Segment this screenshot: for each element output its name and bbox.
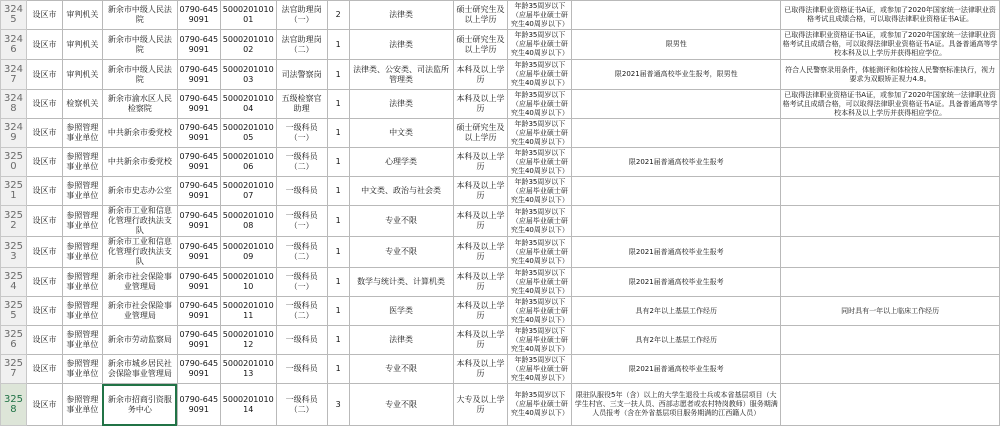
remarks[interactable]: 已取得法律职业资格证书A证，或参加了2020年国家统一法律职业资格考试且成绩合格，可以取得法律职业资格证书A证。具备普通高等学校本科及以上学历并获得相应学位。 — [781, 90, 1000, 119]
employer[interactable]: 新余市劳动监察局 — [102, 326, 177, 355]
other-conditions[interactable] — [572, 90, 781, 119]
row-number[interactable]: 3254 — [1, 268, 27, 297]
headcount[interactable]: 1 — [327, 148, 349, 177]
other-conditions[interactable]: 限男性 — [572, 30, 781, 60]
row-number[interactable]: 3249 — [1, 119, 27, 148]
major[interactable]: 法律类 — [349, 1, 453, 30]
remarks[interactable] — [781, 206, 1000, 237]
major[interactable]: 专业不限 — [349, 206, 453, 237]
employer[interactable]: 新余市渝水区人民检察院 — [102, 90, 177, 119]
headcount[interactable]: 1 — [327, 119, 349, 148]
age-requirement[interactable]: 年龄35周岁以下（应届毕业硕士研究生40周岁以下） — [508, 60, 572, 90]
employer[interactable]: 新余市工业和信息化管理行政执法支队 — [102, 237, 177, 268]
employer[interactable]: 新余市社会保险事业管理局 — [102, 268, 177, 297]
table-row[interactable] — [1, 119, 1000, 148]
department-type[interactable]: 参照管理事业单位 — [62, 355, 102, 384]
department-type[interactable]: 审判机关 — [62, 30, 102, 60]
row-number[interactable]: 3253 — [1, 237, 27, 268]
age-requirement[interactable]: 年龄35周岁以下（应届毕业硕士研究生40周岁以下） — [508, 1, 572, 30]
other-conditions[interactable]: 限2021届普通高校毕业生报考 — [572, 148, 781, 177]
region-level[interactable]: 设区市 — [26, 355, 62, 384]
employer[interactable]: 新余市史志办公室 — [102, 177, 177, 206]
table-row[interactable] — [1, 90, 1000, 119]
department-type[interactable]: 参照管理事业单位 — [62, 237, 102, 268]
headcount[interactable]: 1 — [327, 326, 349, 355]
headcount[interactable]: 3 — [327, 384, 349, 426]
region-level[interactable]: 设区市 — [26, 148, 62, 177]
row-number[interactable]: 3246 — [1, 30, 27, 60]
major[interactable]: 专业不限 — [349, 355, 453, 384]
position-code[interactable]: 500020101006 — [220, 148, 276, 177]
education[interactable]: 本科及以上学历 — [453, 90, 508, 119]
phone[interactable]: 0790-6459091 — [177, 355, 220, 384]
department-type[interactable]: 参照管理事业单位 — [62, 119, 102, 148]
education[interactable]: 本科及以上学历 — [453, 326, 508, 355]
position-name[interactable]: 一级科员（二） — [276, 148, 327, 177]
phone[interactable]: 0790-6459091 — [177, 326, 220, 355]
position-name[interactable]: 一级科员 — [276, 326, 327, 355]
department-type[interactable]: 审判机关 — [62, 60, 102, 90]
row-number[interactable]: 3245 — [1, 1, 27, 30]
headcount[interactable]: 1 — [327, 297, 349, 326]
education[interactable]: 本科及以上学历 — [453, 237, 508, 268]
table-row[interactable] — [1, 30, 1000, 60]
position-code[interactable]: 500020101013 — [220, 355, 276, 384]
age-requirement[interactable]: 年龄35周岁以下（应届毕业硕士研究生40周岁以下） — [508, 237, 572, 268]
department-type[interactable]: 参照管理事业单位 — [62, 326, 102, 355]
headcount[interactable]: 1 — [327, 237, 349, 268]
major[interactable]: 法律类、公安类、司法监所管理类 — [349, 60, 453, 90]
position-name[interactable]: 法官助理岗（一） — [276, 1, 327, 30]
other-conditions[interactable] — [572, 206, 781, 237]
region-level[interactable]: 设区市 — [26, 326, 62, 355]
position-name[interactable]: 一级科员（二） — [276, 237, 327, 268]
age-requirement[interactable]: 年龄35周岁以下（应届毕业硕士研究生40周岁以下） — [508, 268, 572, 297]
table-row[interactable] — [1, 268, 1000, 297]
age-requirement[interactable]: 年龄35周岁以下（应届毕业硕士研究生40周岁以下） — [508, 355, 572, 384]
position-code[interactable]: 500020101009 — [220, 237, 276, 268]
region-level[interactable]: 设区市 — [26, 90, 62, 119]
department-type[interactable]: 参照管理事业单位 — [62, 384, 102, 426]
row-number[interactable]: 3257 — [1, 355, 27, 384]
table-row[interactable] — [1, 148, 1000, 177]
table-row[interactable] — [1, 297, 1000, 326]
other-conditions[interactable]: 具有2年以上基层工作经历 — [572, 297, 781, 326]
region-level[interactable]: 设区市 — [26, 237, 62, 268]
education[interactable]: 硕士研究生及以上学历 — [453, 119, 508, 148]
age-requirement[interactable]: 年龄35周岁以下（应届毕业硕士研究生40周岁以下） — [508, 90, 572, 119]
department-type[interactable]: 参照管理事业单位 — [62, 177, 102, 206]
major[interactable]: 专业不限 — [349, 237, 453, 268]
other-conditions[interactable] — [572, 177, 781, 206]
age-requirement[interactable]: 年龄35周岁以下（应届毕业硕士研究生40周岁以下） — [508, 148, 572, 177]
major[interactable]: 心理学类 — [349, 148, 453, 177]
row-number[interactable]: 3256 — [1, 326, 27, 355]
table-row[interactable] — [1, 326, 1000, 355]
education[interactable]: 本科及以上学历 — [453, 206, 508, 237]
phone[interactable]: 0790-6459091 — [177, 148, 220, 177]
region-level[interactable]: 设区市 — [26, 384, 62, 426]
headcount[interactable]: 2 — [327, 1, 349, 30]
remarks[interactable] — [781, 268, 1000, 297]
table-row[interactable] — [1, 60, 1000, 90]
education[interactable]: 本科及以上学历 — [453, 355, 508, 384]
position-name[interactable]: 一级科员 — [276, 177, 327, 206]
row-number[interactable]: 3250 — [1, 148, 27, 177]
phone[interactable]: 0790-6459091 — [177, 60, 220, 90]
row-number[interactable]: 3248 — [1, 90, 27, 119]
position-code[interactable]: 500020101007 — [220, 177, 276, 206]
education[interactable]: 本科及以上学历 — [453, 177, 508, 206]
other-conditions[interactable]: 具有2年以上基层工作经历 — [572, 326, 781, 355]
position-name[interactable]: 一级科员（一） — [276, 119, 327, 148]
employer[interactable]: 新余市城乡居民社会保险事业管理局 — [102, 355, 177, 384]
position-name[interactable]: 一级科员（二） — [276, 384, 327, 426]
position-name[interactable]: 一级科员（二） — [276, 297, 327, 326]
remarks[interactable] — [781, 148, 1000, 177]
education[interactable]: 本科及以上学历 — [453, 297, 508, 326]
phone[interactable]: 0790-6459091 — [177, 237, 220, 268]
major[interactable]: 法律类 — [349, 326, 453, 355]
other-conditions[interactable] — [572, 119, 781, 148]
region-level[interactable]: 设区市 — [26, 206, 62, 237]
other-conditions[interactable]: 限2021届普通高校毕业生报考 — [572, 268, 781, 297]
table-row[interactable] — [1, 1, 1000, 30]
education[interactable]: 本科及以上学历 — [453, 148, 508, 177]
other-conditions[interactable]: 限2021届普通高校毕业生报考，限男性 — [572, 60, 781, 90]
phone[interactable]: 0790-6459091 — [177, 119, 220, 148]
region-level[interactable]: 设区市 — [26, 1, 62, 30]
position-code[interactable]: 500020101014 — [220, 384, 276, 426]
phone[interactable]: 0790-6459091 — [177, 297, 220, 326]
table-row[interactable] — [1, 177, 1000, 206]
remarks[interactable]: 符合人民警察录用条件，体能测评和体检按人民警察标准执行，视力要求为双眼矫正视力4.8。 — [781, 60, 1000, 90]
remarks[interactable]: 已取得法律职业资格证书A证，或参加了2020年国家统一法律职业资格考试且成绩合格，可以取得法律职业资格证书A证。具备普通高等学校本科及以上学历并获得相应学位。 — [781, 30, 1000, 60]
department-type[interactable]: 参照管理事业单位 — [62, 297, 102, 326]
employer[interactable]: 新余市招商引资服务中心 — [102, 384, 177, 426]
position-name[interactable]: 司法警察岗 — [276, 60, 327, 90]
employer[interactable]: 新余市社会保险事业管理局 — [102, 297, 177, 326]
phone[interactable]: 0790-6459091 — [177, 384, 220, 426]
headcount[interactable]: 1 — [327, 60, 349, 90]
headcount[interactable]: 1 — [327, 90, 349, 119]
headcount[interactable]: 1 — [327, 30, 349, 60]
row-number[interactable]: 3255 — [1, 297, 27, 326]
position-name[interactable]: 一级科员（一） — [276, 206, 327, 237]
phone[interactable]: 0790-6459091 — [177, 1, 220, 30]
table-row[interactable] — [1, 384, 1000, 426]
phone[interactable]: 0790-6459091 — [177, 268, 220, 297]
education[interactable]: 本科及以上学历 — [453, 268, 508, 297]
department-type[interactable]: 审判机关 — [62, 1, 102, 30]
employer[interactable]: 新余市中级人民法院 — [102, 1, 177, 30]
headcount[interactable]: 1 — [327, 177, 349, 206]
department-type[interactable]: 参照管理事业单位 — [62, 206, 102, 237]
remarks[interactable] — [781, 384, 1000, 426]
remarks[interactable] — [781, 355, 1000, 384]
remarks[interactable]: 已取得法律职业资格证书A证，或参加了2020年国家统一法律职业资格考试且成绩合格，可以取得法律职业资格证书A证。 — [781, 1, 1000, 30]
remarks[interactable] — [781, 119, 1000, 148]
position-code[interactable]: 500020101010 — [220, 268, 276, 297]
region-level[interactable]: 设区市 — [26, 119, 62, 148]
department-type[interactable]: 检察机关 — [62, 90, 102, 119]
table-row[interactable] — [1, 206, 1000, 237]
row-number[interactable]: 3251 — [1, 177, 27, 206]
position-name[interactable]: 一级科员（一） — [276, 268, 327, 297]
age-requirement[interactable]: 年龄35周岁以下（应届毕业硕士研究生40周岁以下） — [508, 326, 572, 355]
position-name[interactable]: 五级检察官助理 — [276, 90, 327, 119]
major[interactable]: 专业不限 — [349, 384, 453, 426]
position-code[interactable]: 500020101002 — [220, 30, 276, 60]
position-code[interactable]: 500020101008 — [220, 206, 276, 237]
age-requirement[interactable]: 年龄35周岁以下（应届毕业硕士研究生40周岁以下） — [508, 177, 572, 206]
age-requirement[interactable]: 年龄35周岁以下（应届毕业硕士研究生40周岁以下） — [508, 30, 572, 60]
remarks[interactable] — [781, 326, 1000, 355]
table-row[interactable] — [1, 237, 1000, 268]
other-conditions[interactable]: 限2021届普通高校毕业生报考 — [572, 237, 781, 268]
education[interactable]: 硕士研究生及以上学历 — [453, 1, 508, 30]
age-requirement[interactable]: 年龄35周岁以下（应届毕业硕士研究生40周岁以下） — [508, 119, 572, 148]
employer[interactable]: 新余市工业和信息化管理行政执法支队 — [102, 206, 177, 237]
age-requirement[interactable]: 年龄35周岁以下（应届毕业硕士研究生40周岁以下） — [508, 206, 572, 237]
row-number[interactable]: 3258 — [1, 384, 27, 426]
position-code[interactable]: 500020101012 — [220, 326, 276, 355]
department-type[interactable]: 参照管理事业单位 — [62, 148, 102, 177]
remarks[interactable] — [781, 237, 1000, 268]
phone[interactable]: 0790-6459091 — [177, 30, 220, 60]
education[interactable]: 硕士研究生及以上学历 — [453, 30, 508, 60]
phone[interactable]: 0790-6459091 — [177, 206, 220, 237]
major[interactable]: 法律类 — [349, 90, 453, 119]
remarks[interactable] — [781, 177, 1000, 206]
region-level[interactable]: 设区市 — [26, 30, 62, 60]
department-type[interactable]: 参照管理事业单位 — [62, 268, 102, 297]
major[interactable]: 中文类、政治与社会类 — [349, 177, 453, 206]
position-code[interactable]: 500020101005 — [220, 119, 276, 148]
region-level[interactable]: 设区市 — [26, 60, 62, 90]
employer[interactable]: 中共新余市委党校 — [102, 148, 177, 177]
region-level[interactable]: 设区市 — [26, 297, 62, 326]
region-level[interactable]: 设区市 — [26, 268, 62, 297]
phone[interactable]: 0790-6459091 — [177, 90, 220, 119]
headcount[interactable]: 1 — [327, 206, 349, 237]
major[interactable]: 中文类 — [349, 119, 453, 148]
position-code[interactable]: 500020101001 — [220, 1, 276, 30]
remarks[interactable]: 同时具有一年以上临床工作经历 — [781, 297, 1000, 326]
education[interactable]: 大专及以上学历 — [453, 384, 508, 426]
employer[interactable]: 中共新余市委党校 — [102, 119, 177, 148]
major[interactable]: 数学与统计类、计算机类 — [349, 268, 453, 297]
position-code[interactable]: 500020101004 — [220, 90, 276, 119]
table-row[interactable] — [1, 355, 1000, 384]
row-number[interactable]: 3252 — [1, 206, 27, 237]
row-number[interactable]: 3247 — [1, 60, 27, 90]
headcount[interactable]: 1 — [327, 268, 349, 297]
education[interactable]: 本科及以上学历 — [453, 60, 508, 90]
other-conditions[interactable]: 限2021届普通高校毕业生报考 — [572, 355, 781, 384]
other-conditions[interactable] — [572, 1, 781, 30]
major[interactable]: 法律类 — [349, 30, 453, 60]
position-code[interactable]: 500020101003 — [220, 60, 276, 90]
employer[interactable]: 新余市中级人民法院 — [102, 30, 177, 60]
headcount[interactable]: 1 — [327, 355, 349, 384]
age-requirement[interactable]: 年龄35周岁以下（应届毕业硕士研究生40周岁以下） — [508, 297, 572, 326]
position-code[interactable]: 500020101011 — [220, 297, 276, 326]
phone[interactable]: 0790-6459091 — [177, 177, 220, 206]
other-conditions[interactable]: 限驻队服役5年（含）以上的大学生退役士兵或本省基层项目（大学生村官、三支一扶人员、西部志愿者或农村特岗教师）服务期满人员报考（含在外省基层项目服务期满的江西籍人员） — [572, 384, 781, 426]
major[interactable]: 医学类 — [349, 297, 453, 326]
region-level[interactable]: 设区市 — [26, 177, 62, 206]
position-name[interactable]: 法官助理岗（二） — [276, 30, 327, 60]
position-name[interactable]: 一级科员 — [276, 355, 327, 384]
employer[interactable]: 新余市中级人民法院 — [102, 60, 177, 90]
age-requirement[interactable]: 年龄35周岁以下（应届毕业硕士研究生40周岁以下） — [508, 384, 572, 426]
